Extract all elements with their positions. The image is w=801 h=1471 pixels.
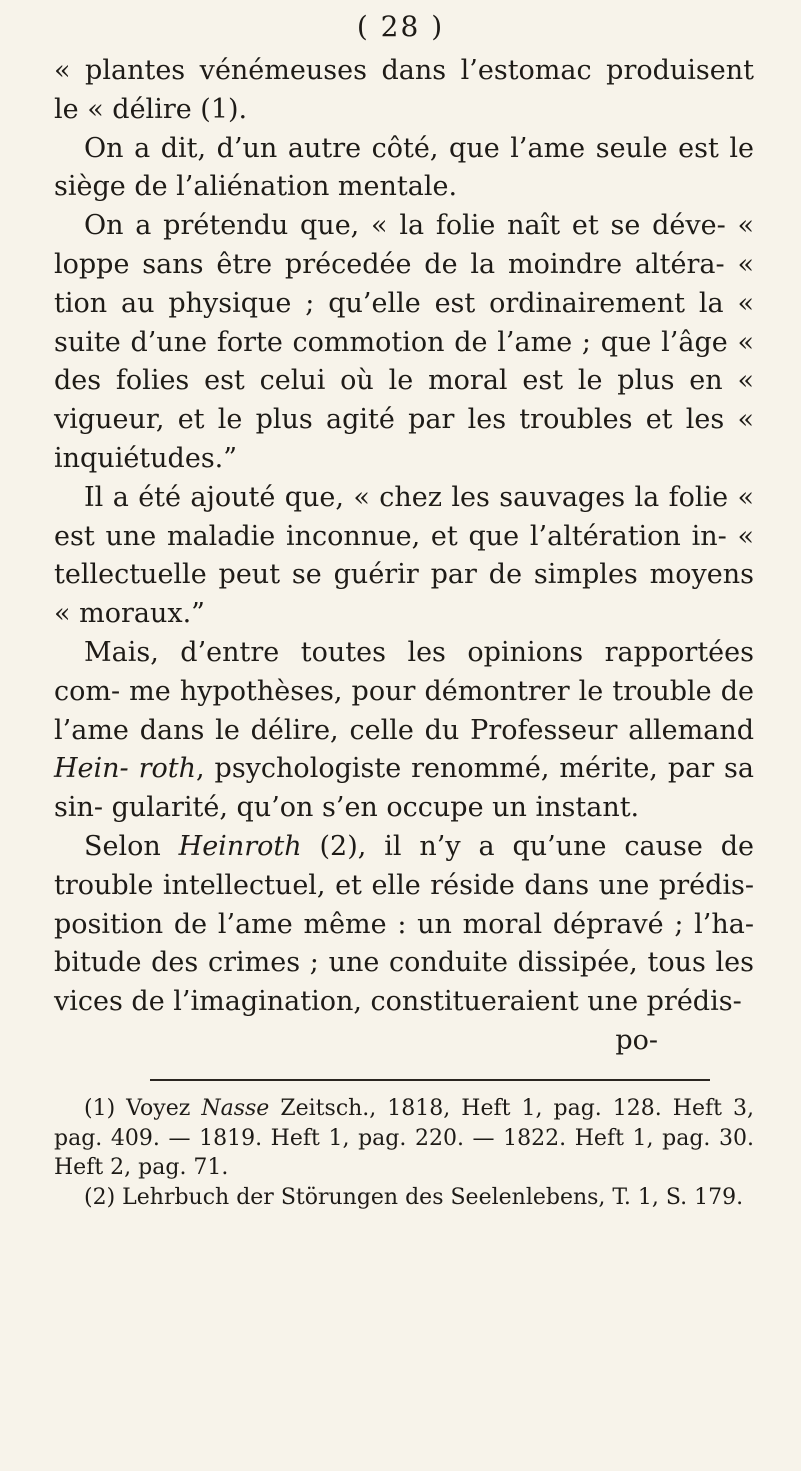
footnote xyxy=(54,1094,754,1183)
text-segment: Il a été ajouté que, « chez les sauvages la folie « est une maladie inconnue, et que l’altération in- « tellectuelle peut se guérir par de simples moyens « moraux.” xyxy=(54,481,754,630)
main-text xyxy=(54,52,754,1061)
text-segment: (2), il n’y a qu’une cause de trouble intellectuel, et elle réside dans une prédis- position de l’ame même : un moral dépravé ; l’ha- bitude des crimes ; une conduite dissipée, tous les vices de l’imagination, constitueraient une prédis- xyxy=(54,830,754,1018)
text-segment: On a prétendu que, « la folie naît et se déve- « loppe sans être précedée de la moindre altéra- « tion au physique ; qu’elle est ordinairement la « suite d’une forte commotion de l’ame ; que l’âge « des folies est celui où le moral est le plus en « vigueur, et le plus agité par les troubles et les « inquiétudes.” xyxy=(54,210,754,474)
text-segment: , psychologiste renommé, mérite, par sa sin- gularité, qu’on s’en occupe un instant. xyxy=(54,753,754,824)
paragraph xyxy=(54,828,754,1022)
paragraph xyxy=(54,130,754,208)
paragraph xyxy=(54,52,754,130)
author-name: Heinroth xyxy=(178,830,302,862)
journal-name: Nasse xyxy=(201,1096,270,1121)
text-segment: Selon xyxy=(84,830,179,862)
text-segment: « plantes vénémeuses dans l’estomac produisent le « délire (1). xyxy=(54,55,754,125)
paragraph xyxy=(54,634,754,828)
paragraph xyxy=(54,207,754,479)
text-segment: Zeitsch., 1818, Heft 1, pag. 128. Heft 3, pag. 409. — 1819. Heft 1, pag. 220. — 1822. Heft 1, pag. 30. Heft 2, pag. 71. xyxy=(54,1096,754,1180)
text-segment: On a dit, d’un autre côté, que l’ame seule est le siège de l’aliénation mentale. xyxy=(54,132,754,203)
text-segment: (2) Lehrbuch der Störungen des Seelenlebens, T. 1, S. 179. xyxy=(84,1184,744,1210)
footnotes xyxy=(54,1094,754,1212)
text-segment: (1) Voyez xyxy=(84,1096,202,1121)
paragraph xyxy=(54,479,754,634)
catchword: po- xyxy=(615,1024,658,1056)
author-name: Hein- roth xyxy=(54,753,197,785)
page-number: ( 28 ) xyxy=(356,10,445,43)
text-segment: Mais, d’entre toutes les opinions rapportées com- me hypothèses, pour démontrer le trouble de l’ame dans le délire, celle du Professeur allemand xyxy=(54,636,754,746)
footnote xyxy=(54,1183,754,1213)
footnote-divider xyxy=(150,1079,710,1081)
